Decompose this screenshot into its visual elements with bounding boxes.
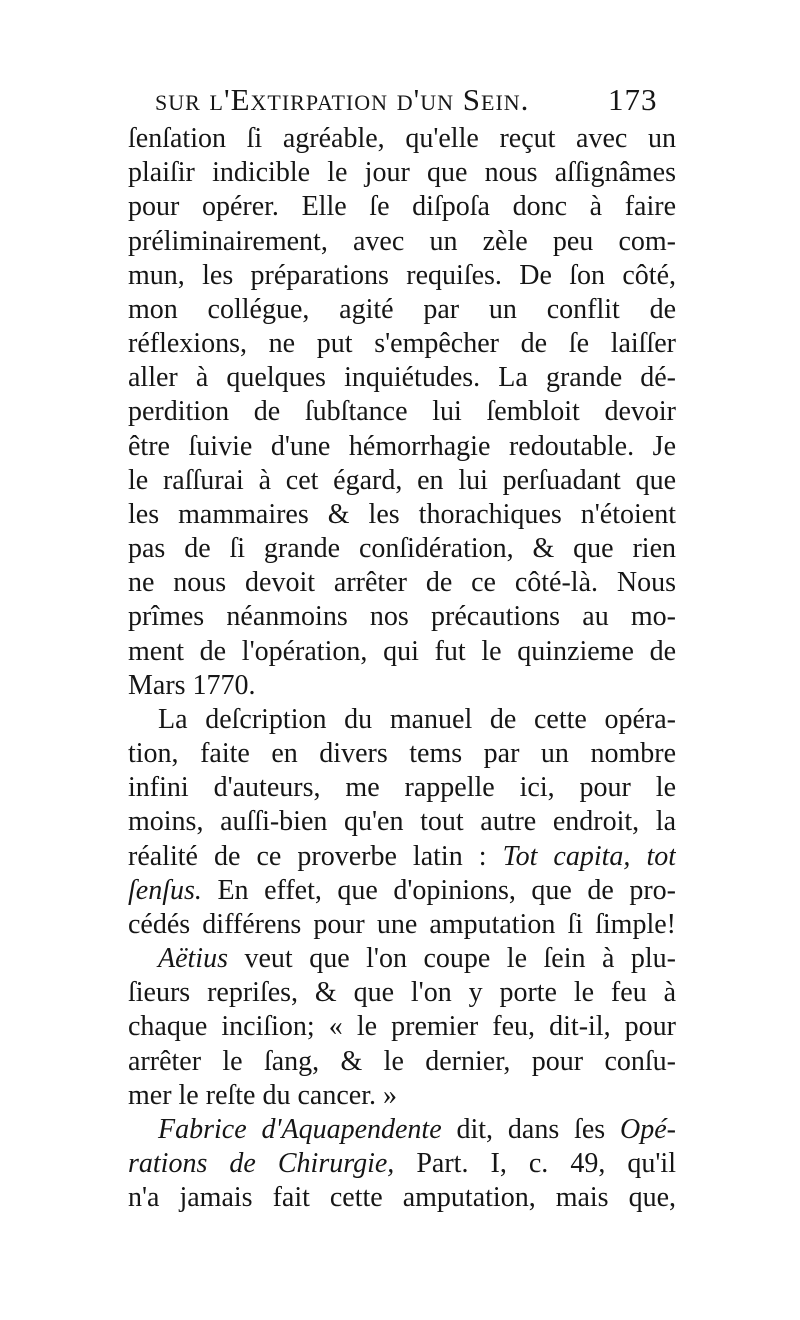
text-line: ſenſus. En effet, que d'opinions, que de pro- — [128, 875, 676, 906]
author-name: Fabrice d'Aquapendente — [158, 1114, 442, 1145]
text-line: mun, les préparations requiſes. De ſon côté, — [128, 260, 676, 291]
running-title: sur l'Extirpation d'un Sein. — [155, 82, 530, 117]
text-line: cédés différens pour une amputation ſi ſimple! — [128, 909, 676, 940]
text-line: pas de ſi grande conſidération, & que rien — [128, 533, 676, 564]
text-line: ne nous devoit arrêter de ce côté-là. Nous — [128, 567, 676, 598]
text-line: préliminairement, avec un zèle peu com- — [128, 226, 676, 257]
text-line: rations de Chirurgie, Part. I, c. 49, qu'il — [128, 1148, 676, 1179]
text-line: ſenſation ſi agréable, qu'elle reçut avec un — [128, 123, 676, 154]
text-line: le raſſurai à cet égard, en lui perſuadant que — [128, 465, 676, 496]
text-line: mer le reſte du cancer. » — [128, 1080, 397, 1111]
text-line: n'a jamais fait cette amputation, mais que, — [128, 1182, 676, 1213]
text-line: ſieurs repriſes, & que l'on y porte le feu à — [128, 977, 676, 1008]
text-line: prîmes néanmoins nos précautions au mo- — [128, 601, 676, 632]
running-header — [155, 78, 675, 122]
text-line: mon collégue, agité par un conflit de — [128, 294, 676, 325]
text-line: ment de l'opération, qui fut le quinzieme de — [128, 636, 676, 667]
text-line: Mars 1770. — [128, 670, 256, 701]
text-line: tion, faite en divers tems par un nombre — [128, 738, 676, 769]
text-line: chaque inciſion; « le premier feu, dit-il, pour — [128, 1011, 676, 1042]
latin-proverb-end: ſenſus. — [128, 875, 202, 906]
latin-proverb: Tot capita, tot — [502, 841, 676, 872]
text-line: plaiſir indicible le jour que nous aſſignâmes — [128, 157, 676, 188]
page-number: 173 — [608, 82, 658, 117]
text-line: pour opérer. Elle ſe diſpoſa donc à faire — [128, 191, 676, 222]
text-line: moins, auſſi-bien qu'en tout autre endroit, la — [128, 806, 676, 837]
author-name: Aëtius — [158, 943, 228, 974]
work-title: rations de Chirurgie, — [128, 1148, 395, 1179]
text-line: perdition de ſubſtance lui ſembloit devoir — [128, 396, 676, 427]
work-title: Opé- — [620, 1114, 676, 1145]
text-line: les mammaires & les thorachiques n'étoient — [128, 499, 676, 530]
text-line: La deſcription du manuel de cette opéra- — [158, 704, 676, 735]
text-line: infini d'auteurs, me rappelle ici, pour le — [128, 772, 676, 803]
text-line: Aëtius veut que l'on coupe le ſein à plu- — [158, 943, 676, 974]
text-line: arrêter le ſang, & le dernier, pour conſu- — [128, 1046, 676, 1077]
text-line: réflexions, ne put s'empêcher de ſe laiſſer — [128, 328, 676, 359]
text-line: être ſuivie d'une hémorrhagie redoutable. Je — [128, 431, 676, 462]
text-line: Fabrice d'Aquapendente dit, dans ſes Opé- — [158, 1114, 676, 1145]
text-line: aller à quelques inquiétudes. La grande dé- — [128, 362, 676, 393]
text-line: réalité de ce proverbe latin : Tot capita, tot — [128, 841, 676, 872]
